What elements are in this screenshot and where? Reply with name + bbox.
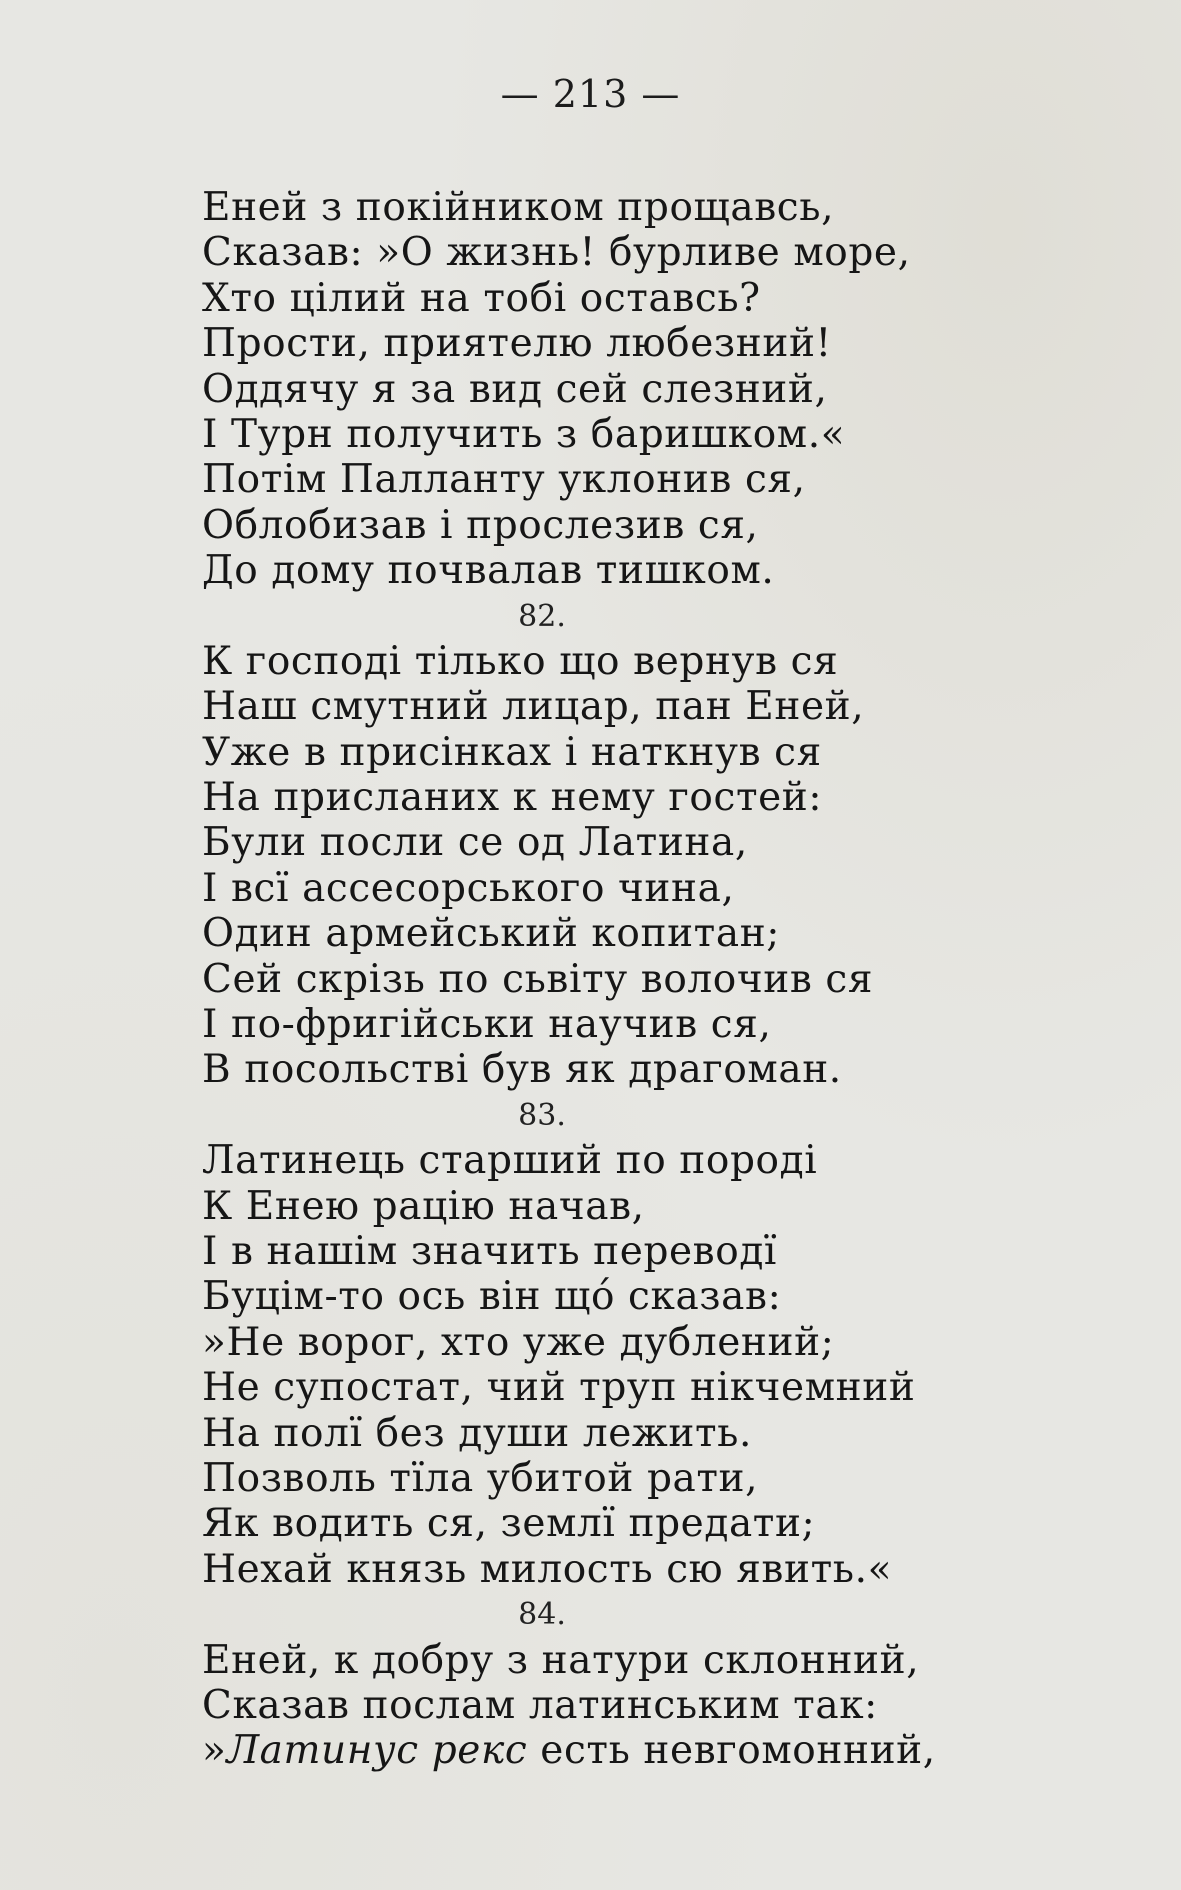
verse-line: Латинець старший по породі [202, 1138, 818, 1184]
poem-text [202, 185, 962, 1774]
verse-line: Еней з покійником прощавсь, [202, 185, 835, 230]
verse-line: На полї без души лежить. [202, 1410, 752, 1456]
page-number-header: — 213 — [500, 72, 681, 116]
verse-line: Буцім-то ось він що́ сказав: [202, 1274, 782, 1320]
verse-line: »Не ворог, хто уже дублений; [202, 1319, 835, 1365]
verse-line: І по-фригійськи научив ся, [202, 1002, 772, 1048]
verse-line: Облобизав і прослезив ся, [202, 502, 759, 548]
verse-line: Один армейський копитан; [202, 911, 781, 957]
verse-line: Сказав: »О жизнь! бурливе море, [202, 230, 911, 276]
verse-line: На присланих к нему гостей: [202, 775, 823, 821]
verse-line: Наш смутний лицар, пан Еней, [202, 684, 865, 730]
verse-line: До дому почвалав тишком. [202, 548, 775, 594]
verse-line: Оддячу я за вид сей слезний, [202, 366, 828, 412]
verse-line: Нехай князь милость сю явить.« [202, 1546, 893, 1592]
verse-line: В посольстві був як драгоман. [202, 1047, 842, 1093]
verse-line: Сей скрізь по сьвіту волочив ся [202, 956, 874, 1002]
verse-line: К Енею рацію начав, [202, 1183, 645, 1229]
verse-line-mixed [202, 1728, 962, 1773]
verse-line: К господі тілько що вернув ся [202, 638, 839, 684]
verse-line: Еней, к добру з натури склонний, [202, 1637, 920, 1683]
verse-line: Позволь тїла убитой рати, [202, 1455, 759, 1501]
stanza-number: 82. [518, 598, 566, 634]
verse-line: Були посли се од Латина, [202, 820, 748, 866]
italic-latin-phrase: Латинус рекс [226, 1728, 528, 1774]
verse-line: І всї ассесорського чина, [202, 865, 735, 911]
verse-line: Потім Палланту уклонив ся, [202, 457, 806, 503]
verse-line: Як водить ся, землї предати; [202, 1501, 816, 1547]
verse-line: Не супостат, чий труп нікчемний [202, 1365, 916, 1411]
stanza-number: 83. [518, 1097, 566, 1133]
verse-line: І в нашім значить переводї [202, 1228, 778, 1274]
verse-line: І Турн получить з баришком.« [202, 411, 846, 457]
verse-line: Уже в присінках і наткнув ся [202, 729, 822, 775]
open-quote: » [202, 1728, 227, 1774]
verse-line: Сказав послам латинським так: [202, 1682, 878, 1728]
verse-line: Хто цілий на тобі оставсь? [202, 275, 761, 321]
line-remainder: есть невгомонний, [527, 1728, 936, 1774]
verse-line: Прости, приятелю любезний! [202, 321, 832, 367]
stanza-number: 84. [518, 1597, 566, 1633]
